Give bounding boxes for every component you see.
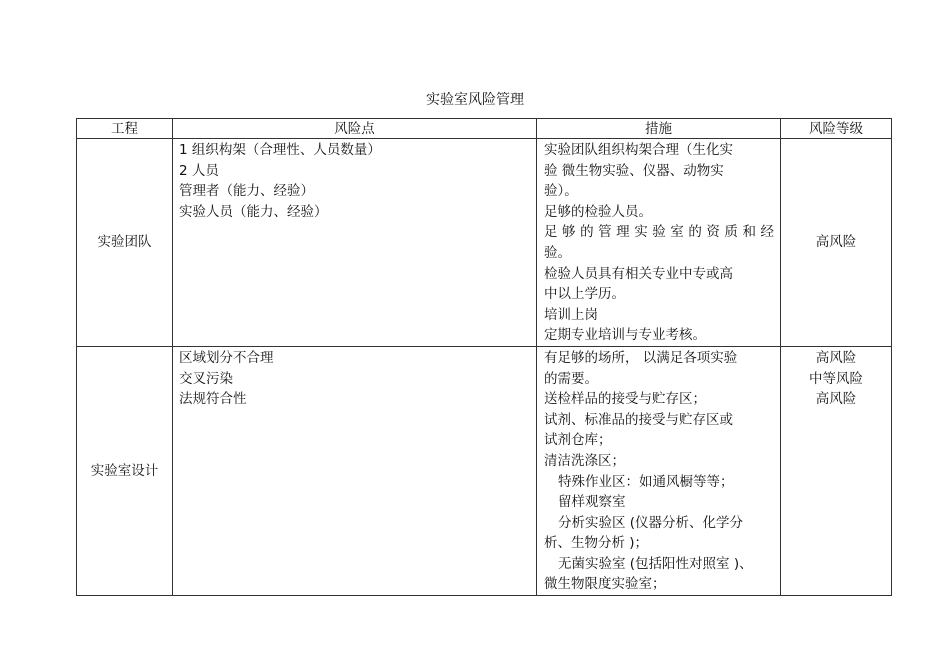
measure-line: 无菌实验室 (包括阳性对照室 )、 xyxy=(558,555,753,572)
project-cell: 实验团队 xyxy=(77,139,173,347)
risk-level: 高风险 xyxy=(815,391,857,408)
risk-level: 中等风险 xyxy=(809,370,863,387)
measure-line: 有足够的场所， 以满足各项实验 xyxy=(544,349,738,366)
risk-point: 交叉污染 xyxy=(179,370,233,387)
header-measures: 措施 xyxy=(537,119,781,139)
document-title: 实验室风险管理 xyxy=(426,92,524,108)
measure-line: 验。 xyxy=(544,244,571,261)
measure-line: 送检样品的接受与贮存区； xyxy=(544,391,706,408)
risk-point: 管理者（能力、经验） xyxy=(179,183,314,200)
measures-cell xyxy=(537,346,781,595)
risk-level: 高风险 xyxy=(815,234,857,251)
measure-line: 试剂、标准品的接受与贮存区或 xyxy=(544,411,733,428)
risk-points-cell xyxy=(173,346,537,595)
risk-level-cell xyxy=(781,346,892,595)
measure-line: 实验团队组织构架合理（生化实 xyxy=(544,142,733,158)
measure-line: 清洁洗涤区； xyxy=(544,452,625,469)
measure-line: 析、生物分析 )； xyxy=(544,535,649,552)
measure-line: 足 够 的 管 理 实 验 室 的 资 质 和 经 xyxy=(544,224,774,241)
measure-line: 验 微生物实验、仪器、动物实 xyxy=(544,162,724,179)
table-header-row xyxy=(77,119,892,139)
measure-line: 试剂仓库； xyxy=(544,432,612,449)
measure-line: 中以上学历。 xyxy=(544,286,625,303)
measure-line: 的需要。 xyxy=(544,370,598,387)
risk-table xyxy=(76,118,892,596)
table-row xyxy=(77,139,892,347)
table-row xyxy=(77,346,892,595)
measure-line: 留样观察室 xyxy=(558,494,626,511)
measure-line: 验）。 xyxy=(544,183,578,200)
risk-point: 法规符合性 xyxy=(179,391,247,408)
risk-point: 1 组织构架（合理性、人员数量） xyxy=(179,142,381,158)
header-risk-level: 风险等级 xyxy=(781,119,892,139)
risk-point: 实验人员（能力、经验） xyxy=(179,203,328,220)
header-risk-points: 风险点 xyxy=(173,119,537,139)
measure-line: 足够的检验人员。 xyxy=(544,203,652,220)
measure-line: 特殊作业区：如通风橱等等； xyxy=(558,473,734,490)
risk-level-cell xyxy=(781,139,892,347)
project-cell: 实验室设计 xyxy=(77,346,173,595)
header-project: 工程 xyxy=(77,119,173,139)
measures-cell xyxy=(537,139,781,347)
risk-point: 区域划分不合理 xyxy=(179,349,274,366)
measure-line: 培训上岗 xyxy=(544,306,598,323)
risk-points-cell xyxy=(173,139,537,347)
measure-line: 定期专业培训与专业考核。 xyxy=(544,327,706,344)
measure-line: 分析实验区 (仪器分析、化学分 xyxy=(558,514,744,531)
risk-point: 2 人员 xyxy=(179,162,219,179)
measure-line: 微生物限度实验室； xyxy=(544,576,666,593)
risk-level: 高风险 xyxy=(815,349,857,366)
measure-line: 检验人员具有相关专业中专或高 xyxy=(544,265,733,282)
